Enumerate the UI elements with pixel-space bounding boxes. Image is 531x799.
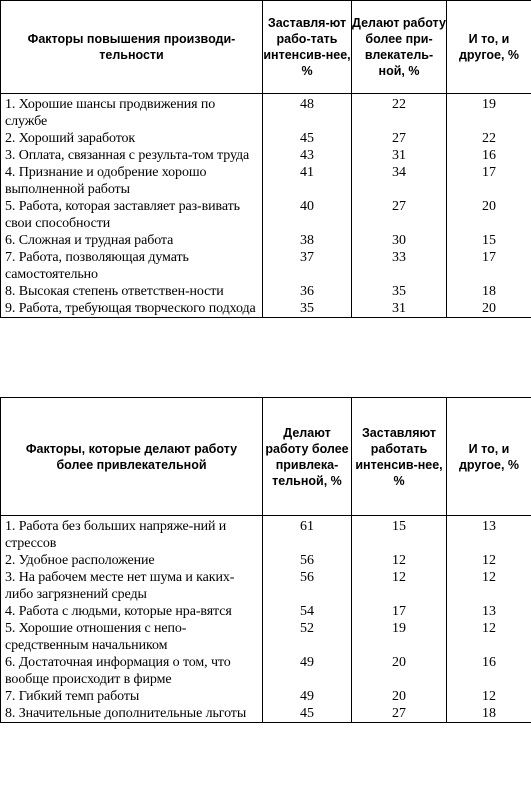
value-cell: 13 <box>447 603 531 620</box>
factor-cell: 8. Значительные дополнительные льготы <box>1 705 263 723</box>
value-cell: 49 <box>263 654 352 688</box>
factor-cell: 1. Хорошие шансы продвижения по службе <box>1 94 263 131</box>
table-row <box>1 283 531 300</box>
value-cell: 12 <box>447 620 531 654</box>
value-cell: 22 <box>447 130 531 147</box>
factor-cell: 4. Признание и одобрение хорошо выполненной работы <box>1 164 263 198</box>
value-cell: 12 <box>447 569 531 603</box>
value-cell: 13 <box>447 516 531 553</box>
factor-cell: 1. Работа без больших напряже-ний и стрессов <box>1 516 263 553</box>
value-cell: 22 <box>352 94 447 131</box>
column-header: Делают работу более при-влекатель-ной, % <box>352 1 447 94</box>
table-row <box>1 249 531 283</box>
factor-cell: 3. На рабочем месте нет шума и каких-либо загрязнений среды <box>1 569 263 603</box>
value-cell: 17 <box>352 603 447 620</box>
value-cell: 52 <box>263 620 352 654</box>
value-cell: 15 <box>447 232 531 249</box>
value-cell: 18 <box>447 283 531 300</box>
table-header-row <box>1 398 531 516</box>
table-header-row <box>1 1 531 94</box>
column-header: Факторы повышения производи-тельности <box>1 1 263 94</box>
value-cell: 19 <box>447 94 531 131</box>
value-cell: 17 <box>447 164 531 198</box>
value-cell: 12 <box>447 688 531 705</box>
value-cell: 20 <box>352 688 447 705</box>
value-cell: 45 <box>263 705 352 723</box>
factor-cell: 5. Работа, которая заставляет раз-вивать свои способности <box>1 198 263 232</box>
factor-cell: 2. Удобное расположение <box>1 552 263 569</box>
value-cell: 16 <box>447 654 531 688</box>
value-cell: 49 <box>263 688 352 705</box>
column-header: Делают работу более привлека-тельной, % <box>263 398 352 516</box>
value-cell: 38 <box>263 232 352 249</box>
column-header: Факторы, которые делают работу более привлекательной <box>1 398 263 516</box>
value-cell: 27 <box>352 198 447 232</box>
table-row <box>1 300 531 318</box>
table-row <box>1 705 531 723</box>
value-cell: 34 <box>352 164 447 198</box>
factor-cell: 6. Сложная и трудная работа <box>1 232 263 249</box>
table-row <box>1 654 531 688</box>
attractiveness-factors-table <box>0 397 531 723</box>
factor-cell: 7. Работа, позволяющая думать самостоятельно <box>1 249 263 283</box>
productivity-factors-table <box>0 0 531 318</box>
column-header: Заставляют работать интенсив-нее, % <box>352 398 447 516</box>
column-header: И то, и другое, % <box>447 398 531 516</box>
factor-cell: 9. Работа, требующая творческого подхода <box>1 300 263 318</box>
factor-cell: 7. Гибкий темп работы <box>1 688 263 705</box>
value-cell: 15 <box>352 516 447 553</box>
value-cell: 30 <box>352 232 447 249</box>
value-cell: 31 <box>352 300 447 318</box>
value-cell: 17 <box>447 249 531 283</box>
table-row <box>1 130 531 147</box>
table-row <box>1 620 531 654</box>
value-cell: 61 <box>263 516 352 553</box>
table-body <box>1 94 531 318</box>
value-cell: 41 <box>263 164 352 198</box>
value-cell: 20 <box>352 654 447 688</box>
factor-cell: 3. Оплата, связанная с результа-том труда <box>1 147 263 164</box>
value-cell: 33 <box>352 249 447 283</box>
table-row <box>1 603 531 620</box>
value-cell: 56 <box>263 569 352 603</box>
value-cell: 19 <box>352 620 447 654</box>
value-cell: 18 <box>447 705 531 723</box>
value-cell: 20 <box>447 300 531 318</box>
factor-cell: 8. Высокая степень ответствен-ности <box>1 283 263 300</box>
factor-cell: 6. Достаточная информация о том, что вообще происходит в фирме <box>1 654 263 688</box>
table-row <box>1 94 531 131</box>
value-cell: 48 <box>263 94 352 131</box>
value-cell: 45 <box>263 130 352 147</box>
factor-cell: 5. Хорошие отношения с непо-средственным начальником <box>1 620 263 654</box>
table-body <box>1 516 531 723</box>
factor-cell: 2. Хороший заработок <box>1 130 263 147</box>
factor-cell: 4. Работа с людьми, которые нра-вятся <box>1 603 263 620</box>
table-row <box>1 198 531 232</box>
value-cell: 43 <box>263 147 352 164</box>
table-row <box>1 688 531 705</box>
column-header: Заставля-ют рабо-тать интенсив-нее, % <box>263 1 352 94</box>
table-row <box>1 552 531 569</box>
table-row <box>1 232 531 249</box>
table-row <box>1 516 531 553</box>
table-row <box>1 147 531 164</box>
value-cell: 37 <box>263 249 352 283</box>
value-cell: 12 <box>352 552 447 569</box>
value-cell: 12 <box>447 552 531 569</box>
table-row <box>1 569 531 603</box>
value-cell: 36 <box>263 283 352 300</box>
value-cell: 16 <box>447 147 531 164</box>
value-cell: 27 <box>352 130 447 147</box>
value-cell: 20 <box>447 198 531 232</box>
value-cell: 31 <box>352 147 447 164</box>
table-row <box>1 164 531 198</box>
value-cell: 35 <box>352 283 447 300</box>
value-cell: 27 <box>352 705 447 723</box>
value-cell: 56 <box>263 552 352 569</box>
column-header: И то, и другое, % <box>447 1 531 94</box>
value-cell: 40 <box>263 198 352 232</box>
value-cell: 35 <box>263 300 352 318</box>
value-cell: 12 <box>352 569 447 603</box>
value-cell: 54 <box>263 603 352 620</box>
